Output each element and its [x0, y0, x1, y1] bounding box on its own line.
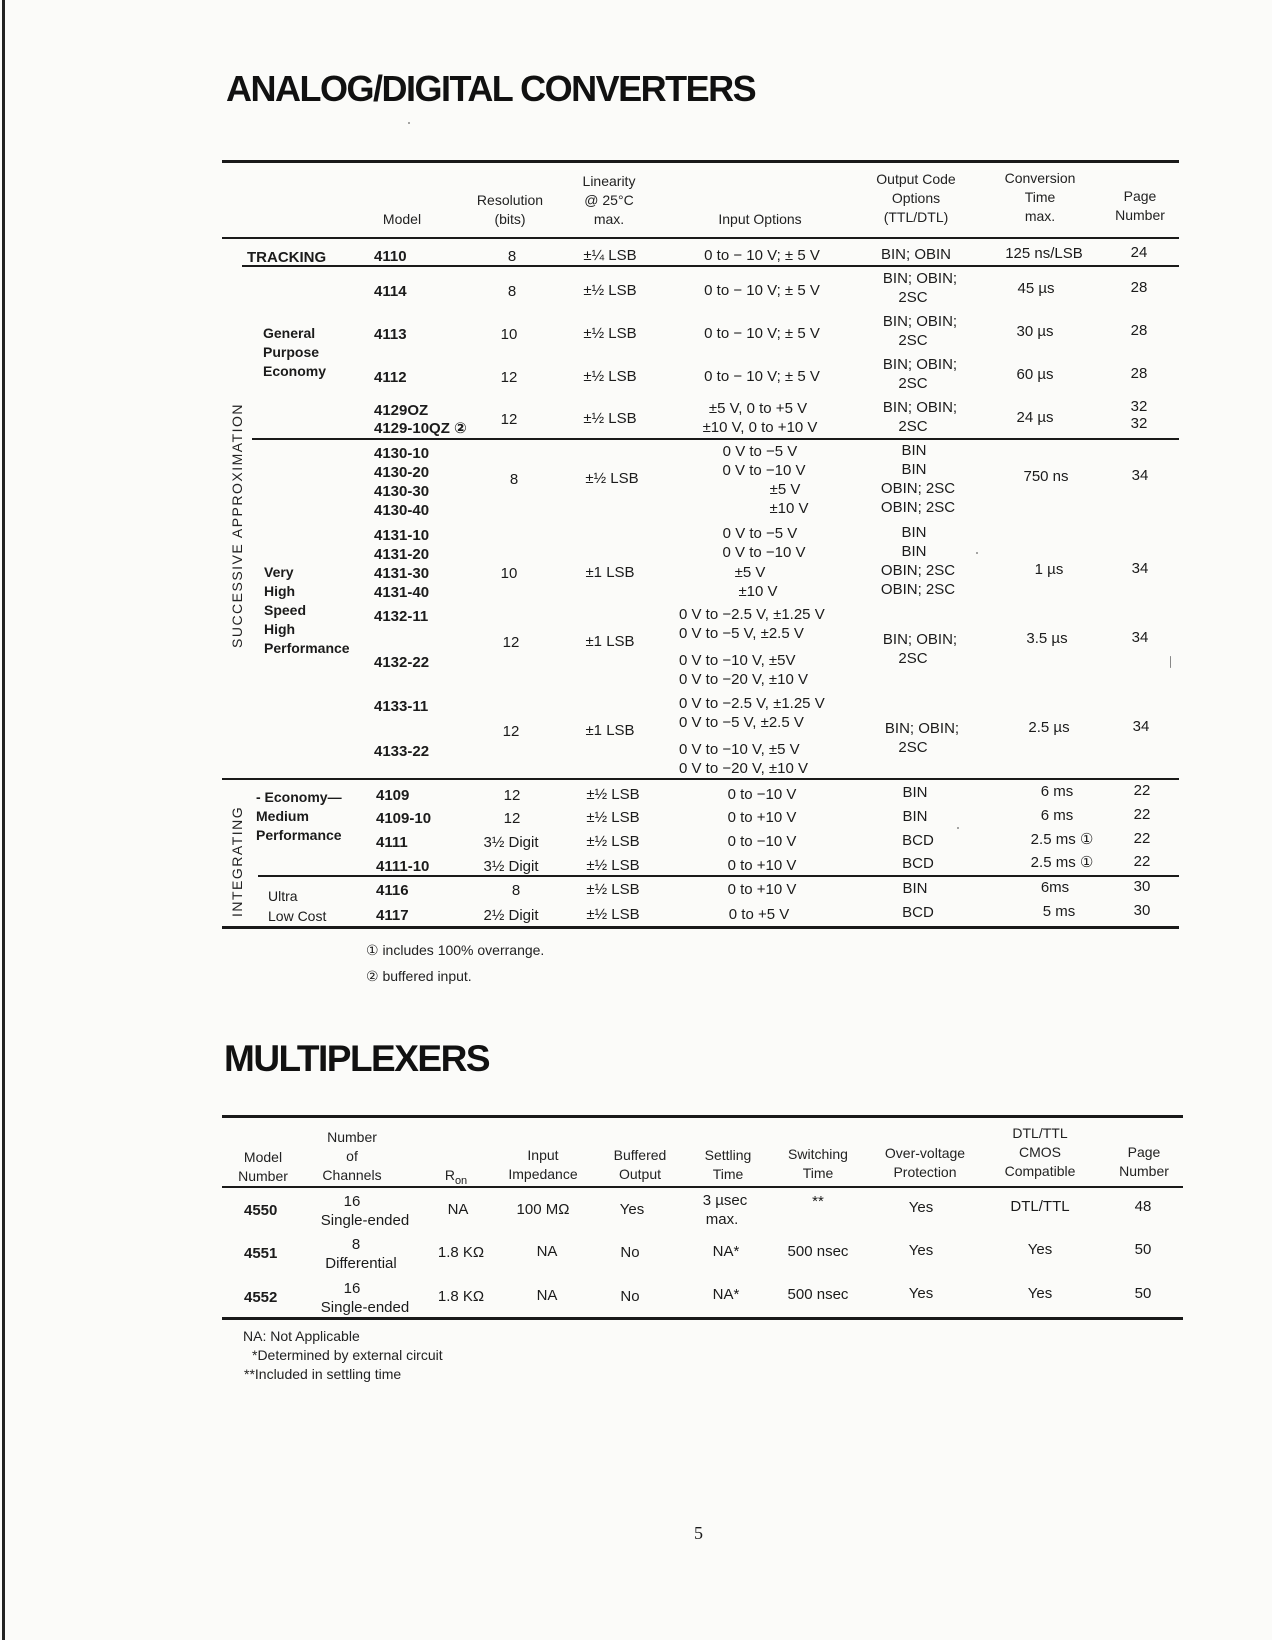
mux-header-compatible: DTL/TTL CMOS Compatible [1004, 1125, 1076, 1179]
ron-label: R [444, 1167, 455, 1183]
mux-sw-4551: 500 nsec [787, 1243, 849, 1260]
model-4133-11: 4133-11 [374, 698, 429, 715]
mux-ch1-4551: 8 [351, 1236, 361, 1253]
mux-compat-4551: Yes [1027, 1241, 1053, 1258]
out2-4113: 2SC [898, 332, 928, 349]
adc-title: ANALOG/DIGITAL CONVERTERS [226, 68, 756, 109]
page-4109: 22 [1133, 782, 1151, 799]
out-4131-20: BIN [901, 543, 927, 560]
lin-4109-10: ±½ LSB [586, 809, 640, 826]
mux-ch1-4550: 16 [343, 1193, 361, 1210]
mux-header-model: Model Number [238, 1149, 288, 1184]
res-4116: 8 [511, 882, 521, 899]
page-4130: 34 [1131, 467, 1149, 484]
time-4109-10: 6 ms [1040, 807, 1074, 824]
mux-ch2-4550: Single-ended [320, 1212, 410, 1229]
mux-model-4550: 4550 [244, 1202, 278, 1219]
lin-4130: ±½ LSB [585, 470, 639, 487]
time-4109: 6 ms [1040, 783, 1074, 800]
scan-speck [976, 552, 978, 554]
mux-page-4550: 48 [1134, 1198, 1152, 1215]
input-4132-d: 0 V to −20 V, ±10 V [679, 671, 809, 688]
out-4130-30: OBIN; 2SC [880, 480, 956, 497]
res-4111: 3½ Digit [483, 834, 539, 851]
out1-4113: BIN; OBIN; [882, 313, 958, 330]
page2-4129: 32 [1130, 415, 1148, 432]
mux-model-4552: 4552 [244, 1289, 278, 1306]
mux-ron-4552: 1.8 KΩ [437, 1288, 485, 1305]
res-4132: 12 [502, 634, 520, 651]
page-4132: 34 [1131, 629, 1149, 646]
out-4117: BCD [902, 904, 934, 921]
out-4109-10: BIN [902, 808, 928, 825]
input-4131-30: ±5 V [734, 564, 766, 581]
out1-4112: BIN; OBIN; [882, 356, 958, 373]
mux-compat-4550: DTL/TTL [1010, 1198, 1070, 1215]
adc-header-page: Page Number [1115, 188, 1165, 223]
page-4111-10: 22 [1133, 853, 1151, 870]
input-4111-10: 0 to +10 V [727, 857, 797, 874]
category-ultra-low-cost: Ultra Low Cost [268, 888, 327, 924]
out2-4114: 2SC [898, 289, 928, 306]
page1-4129: 32 [1130, 398, 1148, 415]
category-economy-medium: - Economy— Medium Performance [256, 789, 342, 843]
out1-4133: BIN; OBIN; [884, 720, 960, 737]
input-4131-40: ±10 V [738, 583, 778, 600]
mux-ch2-4552: Single-ended [320, 1299, 410, 1316]
model-4130-10: 4130-10 [374, 445, 430, 462]
out2-4133: 2SC [898, 739, 928, 756]
out-4130-20: BIN [901, 461, 927, 478]
adc-header-rule [222, 237, 1179, 239]
page-4114: 28 [1130, 279, 1148, 296]
res-4114: 8 [507, 283, 517, 300]
scan-speck [408, 122, 410, 124]
model-4113: 4113 [374, 326, 407, 343]
model-4132-22: 4132-22 [374, 654, 430, 671]
input-4130-40: ±10 V [769, 500, 809, 517]
mux-header-rule [222, 1186, 1183, 1188]
model-4130-40: 4130-40 [374, 502, 430, 519]
input1-4129: ±5 V, 0 to +5 V [708, 400, 808, 417]
mux-ch2-4551: Differential [325, 1255, 397, 1272]
lin-4111-10: ±½ LSB [586, 857, 640, 874]
model-4133-22: 4133-22 [374, 743, 430, 760]
scan-speck [1170, 656, 1171, 668]
scan-speck [957, 827, 959, 829]
category-general-purpose: General Purpose Economy [263, 325, 327, 379]
lin-4111: ±½ LSB [586, 833, 640, 850]
input-4133-a: 0 V to −2.5 V, ±1.25 V [679, 695, 825, 712]
out-4130-40: OBIN; 2SC [880, 499, 956, 516]
model-4130-20: 4130-20 [374, 464, 430, 481]
time-4130: 750 ns [1023, 468, 1069, 485]
lin-4110: ±¼ LSB [583, 247, 637, 264]
time-4111: 2.5 ms ① [1030, 831, 1094, 848]
res-4130: 8 [509, 471, 519, 488]
input-4131-10: 0 V to −5 V [722, 525, 798, 542]
time-4110: 125 ns/LSB [1005, 245, 1083, 262]
mux-set2-4550: max. [705, 1211, 739, 1228]
category-tracking: TRACKING [247, 249, 327, 266]
out-4131-30: OBIN; 2SC [880, 562, 956, 579]
mux-header-overvoltage: Over-voltage Protection [884, 1145, 966, 1180]
page-4133: 34 [1132, 718, 1150, 735]
adc-integrating-rule [222, 778, 1179, 780]
model-4116: 4116 [376, 882, 409, 899]
out-4111-10: BCD [902, 855, 934, 872]
mux-note-settling: **Included in settling time [244, 1366, 402, 1382]
input-4111: 0 to −10 V [727, 833, 797, 850]
input-4117: 0 to +5 V [728, 906, 790, 923]
model-4114: 4114 [374, 283, 407, 300]
lin-4114: ±½ LSB [583, 282, 637, 299]
input2-4129: ±10 V, 0 to +10 V [702, 419, 818, 436]
input-4133-b: 0 V to −5 V, ±2.5 V [679, 714, 804, 731]
adc-footnote-2: ② buffered input. [366, 968, 472, 984]
res-4131: 10 [500, 565, 518, 582]
model-4109: 4109 [376, 787, 410, 804]
mux-ron-4551: 1.8 KΩ [437, 1244, 485, 1261]
input-4130-20: 0 V to −10 V [722, 462, 806, 479]
mux-header-buffered: Buffered Output [613, 1147, 667, 1182]
lin-4109: ±½ LSB [586, 786, 640, 803]
page-4131: 34 [1131, 560, 1149, 577]
out2-4129: 2SC [898, 418, 928, 435]
adc-header-model: Model [382, 211, 422, 227]
page-4113: 28 [1130, 322, 1148, 339]
lin-4132: ±1 LSB [585, 633, 635, 650]
mux-ov-4551: Yes [908, 1242, 934, 1259]
mux-sw-4550: ** [812, 1193, 824, 1210]
res-4110: 8 [507, 248, 517, 265]
input-4109: 0 to −10 V [727, 786, 797, 803]
out2-4132: 2SC [898, 650, 928, 667]
mux-header-ron [436, 1166, 476, 1191]
out-4109: BIN [902, 784, 928, 801]
mux-note-external: *Determined by external circuit [252, 1347, 443, 1363]
model-4131-10: 4131-10 [374, 527, 430, 544]
mux-ov-4550: Yes [908, 1199, 934, 1216]
model-4111-10: 4111-10 [376, 858, 430, 875]
page-number: 5 [694, 1523, 703, 1543]
out-4111: BCD [902, 832, 934, 849]
out2-4112: 2SC [898, 375, 928, 392]
page-4117: 30 [1133, 902, 1151, 919]
adc-header-conversion: Conversion Time max. [1004, 170, 1076, 224]
page-4112: 28 [1130, 365, 1148, 382]
res-4109: 12 [503, 787, 521, 804]
page-4110: 24 [1130, 244, 1148, 261]
input-4130-30: ±5 V [769, 481, 801, 498]
mux-note-na: NA: Not Applicable [243, 1328, 360, 1344]
res-4109-10: 12 [503, 810, 521, 827]
page-4116: 30 [1133, 878, 1151, 895]
mux-compat-4552: Yes [1027, 1285, 1053, 1302]
input-4132-c: 0 V to −10 V, ±5V [679, 652, 796, 669]
adc-sa-split-rule [252, 438, 1179, 440]
mux-buf-4550: Yes [619, 1201, 645, 1218]
time-4132: 3.5 µs [1026, 630, 1068, 647]
time-4111-10: 2.5 ms ① [1030, 854, 1094, 871]
category-very-high-speed: Very High Speed High Performance [264, 564, 350, 656]
input-4133-d: 0 V to −20 V, ±10 V [679, 760, 809, 777]
adc-header-linearity: Linearity @ 25°C max. [582, 173, 636, 227]
input-4110: 0 to − 10 V; ± 5 V [704, 247, 820, 264]
mux-set-4552: NA* [712, 1286, 740, 1303]
mux-header-page: Page Number [1119, 1144, 1169, 1179]
res-4129: 12 [500, 411, 518, 428]
res-4113: 10 [500, 326, 518, 343]
model-4130-30: 4130-30 [374, 483, 430, 500]
successive-approximation-label: SUCCESSIVE APPROXIMATION [229, 402, 245, 648]
page-4109-10: 22 [1133, 806, 1151, 823]
mux-ch1-4552: 16 [343, 1280, 361, 1297]
input-4113: 0 to − 10 V; ± 5 V [704, 325, 820, 342]
input-4133-c: 0 V to −10 V, ±5 V [679, 741, 800, 758]
time-4116: 6ms [1040, 879, 1070, 896]
mux-set1-4550: 3 µsec [702, 1192, 748, 1209]
time-4117: 5 ms [1042, 903, 1076, 920]
adc-footnote-1: ① includes 100% overrange. [366, 942, 545, 958]
lin-4129: ±½ LSB [583, 410, 637, 427]
lin-4117: ±½ LSB [586, 906, 640, 923]
page-4111: 22 [1133, 830, 1151, 847]
mux-page-4551: 50 [1134, 1241, 1152, 1258]
input-4114: 0 to − 10 V; ± 5 V [704, 282, 820, 299]
mux-header-switching: Switching Time [788, 1146, 848, 1181]
input-4132-a: 0 V to −2.5 V, ±1.25 V [679, 606, 825, 623]
model-4131-20: 4131-20 [374, 546, 430, 563]
input-4131-20: 0 V to −10 V [722, 544, 806, 561]
model-4109-10: 4109-10 [376, 810, 432, 827]
out-4116: BIN [902, 880, 928, 897]
mux-imp-4551: NA [536, 1243, 558, 1260]
lin-4116: ±½ LSB [586, 881, 640, 898]
adc-header-output: Output Code Options (TTL/DTL) [876, 171, 956, 225]
lin-4112: ±½ LSB [583, 368, 637, 385]
input-4130-10: 0 V to −5 V [722, 443, 798, 460]
mux-ron-4550: NA [447, 1201, 469, 1218]
out-4131-40: OBIN; 2SC [880, 581, 956, 598]
model-4111: 4111 [376, 834, 408, 851]
out1-4129: BIN; OBIN; [882, 399, 958, 416]
mux-header-channels: Number of Channels [322, 1129, 382, 1183]
model-4117: 4117 [376, 907, 409, 924]
time-4112: 60 µs [1016, 366, 1054, 383]
adc-bottom-rule [222, 926, 1179, 929]
lin-4131: ±1 LSB [585, 564, 635, 581]
adc-header-resolution: Resolution (bits) [476, 192, 544, 227]
mux-header-settling: Settling Time [704, 1147, 752, 1182]
mux-title: MULTIPLEXERS [224, 1038, 489, 1079]
model-4132-11: 4132-11 [374, 608, 429, 625]
model-4129-10qz: 4129-10QZ ② [374, 420, 467, 437]
time-4113: 30 µs [1016, 323, 1054, 340]
input-4116: 0 to +10 V [727, 881, 797, 898]
time-4131: 1 µs [1034, 561, 1064, 578]
res-4111-10: 3½ Digit [483, 858, 539, 875]
mux-model-4551: 4551 [244, 1245, 278, 1262]
lin-4113: ±½ LSB [583, 325, 637, 342]
lin-4133: ±1 LSB [585, 722, 635, 739]
out1-4132: BIN; OBIN; [882, 631, 958, 648]
adc-top-rule [222, 160, 1179, 163]
res-4112: 12 [500, 369, 518, 386]
mux-buf-4551: No [620, 1244, 640, 1261]
mux-imp-4552: NA [536, 1287, 558, 1304]
integrating-label: INTEGRATING [229, 805, 245, 917]
out1-4114: BIN; OBIN; [882, 270, 958, 287]
model-4131-40: 4131-40 [374, 584, 430, 601]
mux-sw-4552: 500 nsec [787, 1286, 849, 1303]
mux-set-4551: NA* [712, 1243, 740, 1260]
out-4110: BIN; OBIN [880, 246, 952, 263]
mux-ov-4552: Yes [908, 1285, 934, 1302]
time-4114: 45 µs [1017, 280, 1055, 297]
out-4131-10: BIN [901, 524, 927, 541]
out-4130-10: BIN [901, 442, 927, 459]
mux-top-rule [222, 1115, 1183, 1118]
binder-edge [2, 0, 5, 1640]
model-4129oz: 4129OZ [374, 402, 429, 419]
mux-imp-4550: 100 MΩ [516, 1201, 570, 1218]
input-4109-10: 0 to +10 V [727, 809, 797, 826]
mux-page-4552: 50 [1134, 1285, 1152, 1302]
time-4133: 2.5 µs [1028, 719, 1070, 736]
model-4131-30: 4131-30 [374, 565, 430, 582]
input-4112: 0 to − 10 V; ± 5 V [704, 368, 820, 385]
model-4110: 4110 [374, 248, 407, 265]
mux-buf-4552: No [620, 1288, 640, 1305]
mux-bottom-rule [222, 1317, 1183, 1320]
adc-header-input: Input Options [718, 211, 802, 227]
res-4133: 12 [502, 723, 520, 740]
model-4112: 4112 [374, 369, 407, 386]
mux-header-impedance: Input Impedance [508, 1147, 578, 1182]
res-4117: 2½ Digit [483, 907, 539, 924]
ron-subscript: on [454, 1174, 468, 1187]
time-4129: 24 µs [1016, 409, 1054, 426]
input-4132-b: 0 V to −5 V, ±2.5 V [679, 625, 804, 642]
